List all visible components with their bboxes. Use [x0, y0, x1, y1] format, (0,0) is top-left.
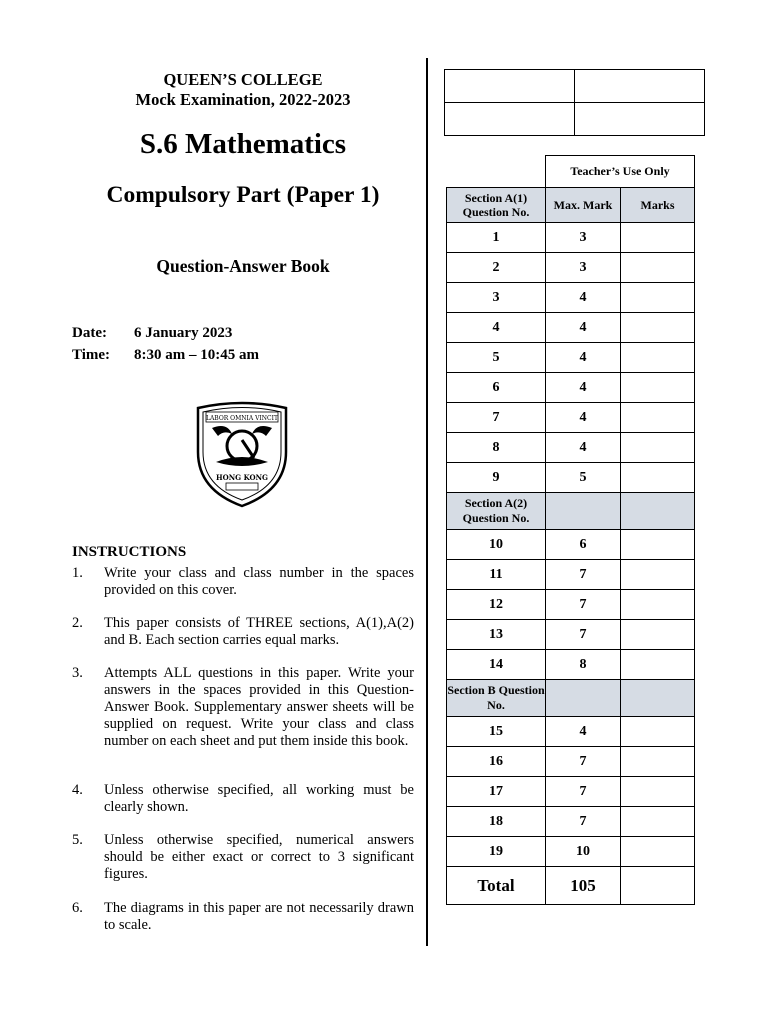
section-b-header: Section B Question No.	[447, 680, 695, 717]
table-row: 7 4	[447, 403, 695, 433]
class-number-box	[444, 69, 705, 136]
table-row: 11 7	[447, 560, 695, 590]
class-field[interactable]	[575, 70, 705, 103]
book-label: Question-Answer Book	[156, 256, 330, 276]
table-row: 19 10	[447, 837, 695, 867]
table-row: 15 4	[447, 717, 695, 747]
marks-cell[interactable]	[621, 253, 695, 283]
table-row: 16 7	[447, 747, 695, 777]
col-marks: Marks	[621, 188, 695, 223]
col-section-a1: Section A(1) Question No.	[447, 188, 546, 223]
marks-cell[interactable]	[621, 560, 695, 590]
time-value: 8:30 am – 10:45 am	[134, 347, 259, 363]
instruction-item: 4. Unless otherwise specified, all working must be clearly shown.	[72, 782, 414, 815]
marks-cell[interactable]	[621, 433, 695, 463]
table-row: 6 4	[447, 373, 695, 403]
date-value: 6 January 2023	[134, 325, 233, 341]
marks-cell[interactable]	[621, 223, 695, 253]
table-row: 3 4	[447, 283, 695, 313]
instructions-heading: INSTRUCTIONS	[72, 544, 187, 560]
total-label: Total	[447, 867, 546, 905]
marks-cell[interactable]	[621, 650, 695, 680]
table-row: 1 3	[447, 223, 695, 253]
marks-cell[interactable]	[621, 463, 695, 493]
table-row: 4 4	[447, 313, 695, 343]
table-row: 18 7	[447, 807, 695, 837]
exam-name: Mock Examination, 2022-2023	[135, 90, 351, 109]
class-field[interactable]	[445, 70, 575, 103]
marks-cell[interactable]	[621, 313, 695, 343]
marks-cell[interactable]	[621, 777, 695, 807]
school-crest-icon	[192, 400, 292, 508]
marks-cell[interactable]	[621, 590, 695, 620]
table-row: 17 7	[447, 777, 695, 807]
section-a2-header: Section A(2) Question No.	[447, 493, 695, 530]
exam-header	[72, 70, 414, 110]
table-row: 14 8	[447, 650, 695, 680]
total-value: 105	[546, 867, 621, 905]
marks-cell[interactable]	[621, 837, 695, 867]
instruction-item: 1. Write your class and class number in the spaces provided on this cover.	[72, 565, 414, 598]
page-title: S.6 Mathematics	[139, 128, 347, 160]
marks-cell[interactable]	[621, 747, 695, 777]
time-label: Time:	[72, 347, 111, 363]
teacher-use-header: Teacher’s Use Only	[546, 156, 695, 188]
table-row: 10 6	[447, 530, 695, 560]
table-row: 8 4	[447, 433, 695, 463]
crest-motto: LABOR OMNIA VINCIT	[205, 415, 279, 422]
page-divider	[426, 58, 428, 946]
date-label: Date:	[72, 325, 107, 341]
instruction-item: 3. Attempts ALL questions in this paper. Write your answers in the spaces provided in this Question-Answer Book. Supplementary answer sheets will be supplied on request. Write your class and class number on each sheet and put them inside this book.	[72, 665, 414, 749]
instruction-item: 6. The diagrams in this paper are not necessarily drawn to scale.	[72, 900, 414, 933]
col-max-mark: Max. Mark	[546, 188, 621, 223]
table-row: 12 7	[447, 590, 695, 620]
instruction-item: 5. Unless otherwise specified, numerical answers should be either exact or correct to 3 significant figures.	[72, 832, 414, 882]
total-marks-cell[interactable]	[621, 867, 695, 905]
marks-table	[446, 155, 695, 905]
marks-cell[interactable]	[621, 530, 695, 560]
marks-cell[interactable]	[621, 807, 695, 837]
table-row: 9 5	[447, 463, 695, 493]
marks-cell[interactable]	[621, 283, 695, 313]
table-row: 2 3	[447, 253, 695, 283]
instruction-item: 2. This paper consists of THREE sections, A(1),A(2) and B. Each section carries equal marks.	[72, 615, 414, 648]
table-row: 13 7	[447, 620, 695, 650]
marks-cell[interactable]	[621, 343, 695, 373]
table-row: 5 4	[447, 343, 695, 373]
college-name: QUEEN’S COLLEGE	[163, 70, 323, 89]
marks-cell[interactable]	[621, 373, 695, 403]
marks-cell[interactable]	[621, 620, 695, 650]
marks-cell[interactable]	[621, 717, 695, 747]
total-row	[447, 867, 695, 905]
paper-subtitle: Compulsory Part (Paper 1)	[106, 182, 380, 208]
exam-date	[72, 325, 232, 342]
exam-time	[72, 347, 259, 364]
marks-cell[interactable]	[621, 403, 695, 433]
crest-place: HONG KONG	[216, 473, 268, 482]
class-number-field[interactable]	[575, 103, 705, 136]
class-number-field[interactable]	[445, 103, 575, 136]
